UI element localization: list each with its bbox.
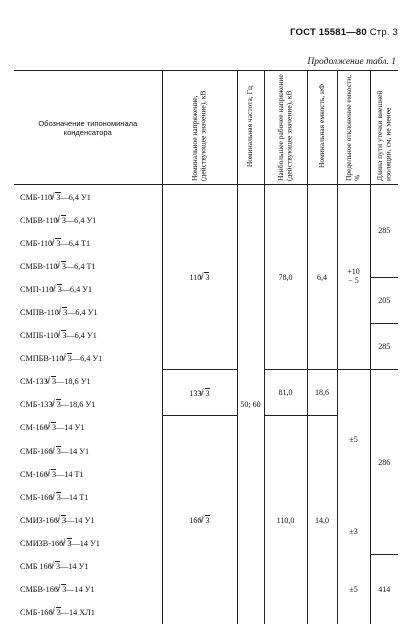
cell-text: Номинальная емкость, нФ	[316, 84, 326, 169]
cell-text: Номинальное напряжение, (действующее значение), кВ	[189, 89, 208, 181]
cell-text: —6,4 У1	[65, 215, 97, 225]
cell-text: +10	[347, 267, 360, 277]
header-max-voltage	[264, 71, 307, 185]
cell-text: —18,6 У1	[60, 400, 96, 410]
cell-text: СМБВ-110/	[20, 261, 60, 271]
cell-text: СМБ-110/	[20, 192, 55, 202]
page-number: Стр. 3	[369, 27, 398, 38]
header-rated-voltage	[162, 71, 237, 185]
cell-text: 6,4	[317, 272, 327, 282]
header-tolerance	[337, 71, 370, 185]
tolerance-cell	[337, 508, 370, 554]
max-voltage-cell	[264, 416, 307, 624]
cell-text: СМБВ-110/	[20, 215, 60, 225]
cell-text: —14 У1	[66, 585, 95, 595]
sqrt-value: √ 3	[67, 353, 72, 363]
cell-text: 166/	[189, 516, 204, 526]
designation-cell	[14, 231, 162, 254]
cell-text: —6,4 У1	[61, 284, 93, 294]
cell-text: —14 У1	[71, 538, 100, 548]
sqrt-value: √ 3	[55, 192, 60, 202]
cell-text: − 5	[348, 276, 359, 286]
designation-cell	[14, 439, 162, 462]
sqrt-value: √ 3	[61, 261, 66, 271]
sqrt-value: √ 3	[61, 515, 66, 525]
sqrt-value: √ 3	[56, 446, 61, 456]
sqrt-value: √ 3	[205, 515, 210, 525]
cell-text: СМИЗ-166/	[20, 515, 61, 525]
cell-text: Длина пути утечки внешней изоляции, см, не менее	[374, 89, 393, 181]
cell-text: —6,4 У1	[66, 331, 97, 341]
table-continuation-label: Продолжение табл. 1	[307, 57, 396, 67]
designation-cell	[14, 370, 162, 393]
tolerance-cell	[337, 370, 370, 509]
designation-cell	[14, 347, 162, 370]
rated-voltage-cell	[162, 370, 237, 416]
cell-text: —6,4 У1	[67, 308, 98, 318]
designation-cell	[14, 185, 162, 209]
cell-text: 14,0	[315, 515, 329, 525]
cell-text: —18,6 У1	[56, 377, 91, 387]
cell-text: 414	[378, 584, 391, 594]
sqrt-value: √ 3	[61, 584, 66, 594]
cell-text: 205	[378, 295, 391, 305]
rated-voltage-cell	[162, 185, 237, 370]
designation-cell	[14, 393, 162, 416]
cell-text: —14 У1	[60, 446, 90, 456]
cell-text: СМ-133/	[20, 377, 51, 387]
designation-cell	[14, 462, 162, 485]
cell-text: 285	[378, 226, 391, 236]
designation-cell	[14, 601, 162, 624]
page-header	[290, 27, 398, 38]
tolerance-cell	[337, 555, 370, 624]
designation-cell	[14, 324, 162, 347]
sqrt-value: √ 3	[67, 538, 72, 548]
leakage-cell	[370, 185, 398, 278]
sqrt-value: √ 3	[51, 422, 56, 432]
cell-text: ±5	[349, 434, 358, 444]
cell-text: —14 У1	[56, 423, 85, 433]
cell-text: Предельное отклонение емкости, %	[343, 74, 362, 181]
cell-text: СМ-166/	[20, 423, 51, 433]
designation-cell	[14, 416, 162, 439]
leakage-cell	[370, 324, 398, 370]
rated-voltage-cell	[162, 416, 237, 624]
cell-text: —14 Т1	[56, 469, 84, 479]
designation-cell	[14, 254, 162, 277]
sqrt-value: √ 3	[51, 469, 56, 479]
header-leakage-path	[370, 71, 398, 185]
cell-text: Номинальная частота, Гц	[245, 85, 255, 168]
designation-cell	[14, 485, 162, 508]
cell-text: СМБ-110/	[20, 238, 55, 248]
tolerance-cell	[337, 185, 370, 370]
leakage-cell	[370, 370, 398, 555]
sqrt-value: √ 3	[57, 284, 62, 294]
cell-text: —6,4 Т1	[65, 261, 96, 271]
designation-cell	[14, 531, 162, 554]
cell-text: СМБ 166/	[20, 562, 55, 572]
sqrt-value: √ 3	[61, 215, 66, 225]
cell-text: СМБ-133/	[20, 400, 55, 410]
sqrt-value: √ 3	[51, 376, 56, 386]
designation-cell	[14, 578, 162, 601]
designation-cell	[14, 508, 162, 531]
leakage-cell	[370, 277, 398, 323]
cell-text: СМБ-166/	[20, 492, 55, 502]
designation-cell	[14, 277, 162, 300]
cell-text: СМБ-166/	[20, 608, 55, 618]
sqrt-value: √ 3	[56, 492, 61, 502]
leakage-cell	[370, 555, 398, 624]
cell-text: ±5	[349, 584, 358, 594]
designation-cell	[14, 300, 162, 323]
designation-cell	[14, 555, 162, 578]
header-capacitance	[307, 71, 337, 185]
cell-text: СМПБВ-110/	[20, 354, 66, 364]
table-row	[14, 370, 398, 393]
max-voltage-cell	[264, 185, 307, 370]
cell-text: 285	[378, 342, 391, 352]
frequency-cell	[237, 185, 264, 624]
sqrt-value: √ 3	[61, 330, 66, 340]
sqrt-value: √ 3	[55, 561, 60, 571]
cell-text: СМПВ-110/	[20, 308, 62, 318]
cell-text: 110,0	[276, 515, 295, 525]
cell-text: СМБ-166/	[20, 446, 55, 456]
cell-text: 81,0	[278, 388, 293, 398]
capacitance-cell	[307, 416, 337, 624]
capacitance-cell	[307, 185, 337, 370]
cell-text: —6,4 У1	[71, 354, 103, 364]
cell-text: —14 У1	[66, 515, 95, 525]
cell-text: СМБВ-166/	[20, 585, 61, 595]
header-designation: Обозначение типономинала конденсатора	[14, 71, 162, 185]
capacitor-table	[14, 70, 398, 624]
cell-text: 286	[378, 457, 391, 467]
sqrt-value: √ 3	[56, 607, 61, 617]
sqrt-value: √ 3	[55, 238, 60, 248]
cell-text: СМ-166/	[20, 469, 51, 479]
cell-text: ±3	[349, 526, 358, 536]
cell-text: 18,6	[315, 388, 329, 398]
cell-text: —6,4 Т1	[60, 238, 91, 248]
header-frequency	[237, 71, 264, 185]
cell-text: —14 У1	[60, 562, 89, 572]
capacitance-cell	[307, 370, 337, 416]
max-voltage-cell	[264, 370, 307, 416]
table-row	[14, 185, 398, 209]
cell-text: —14 ХЛ1	[60, 608, 95, 618]
cell-text: —6,4 У1	[60, 192, 91, 202]
cell-text: 78,0	[278, 272, 293, 282]
cell-text: —14 Т1	[60, 492, 89, 502]
table-header-row	[14, 71, 398, 185]
cell-text: СМИЗВ-166/	[20, 538, 66, 548]
cell-text: 110/	[189, 273, 204, 283]
standard-number: ГОСТ 15581—80	[290, 27, 367, 38]
cell-text: Наибольшее рабочее напряжение (действующее значение), кВ	[275, 73, 294, 181]
sqrt-value: √ 3	[205, 388, 210, 398]
sqrt-value: √ 3	[56, 399, 61, 409]
sqrt-value: √ 3	[62, 307, 67, 317]
cell-text: СМПБ-110/	[20, 331, 61, 341]
sqrt-value: √ 3	[204, 272, 209, 282]
cell-text: 133/	[189, 388, 204, 398]
cell-text: 50; 60	[240, 399, 261, 409]
designation-cell	[14, 208, 162, 231]
cell-text: СМП-110/	[20, 284, 56, 294]
